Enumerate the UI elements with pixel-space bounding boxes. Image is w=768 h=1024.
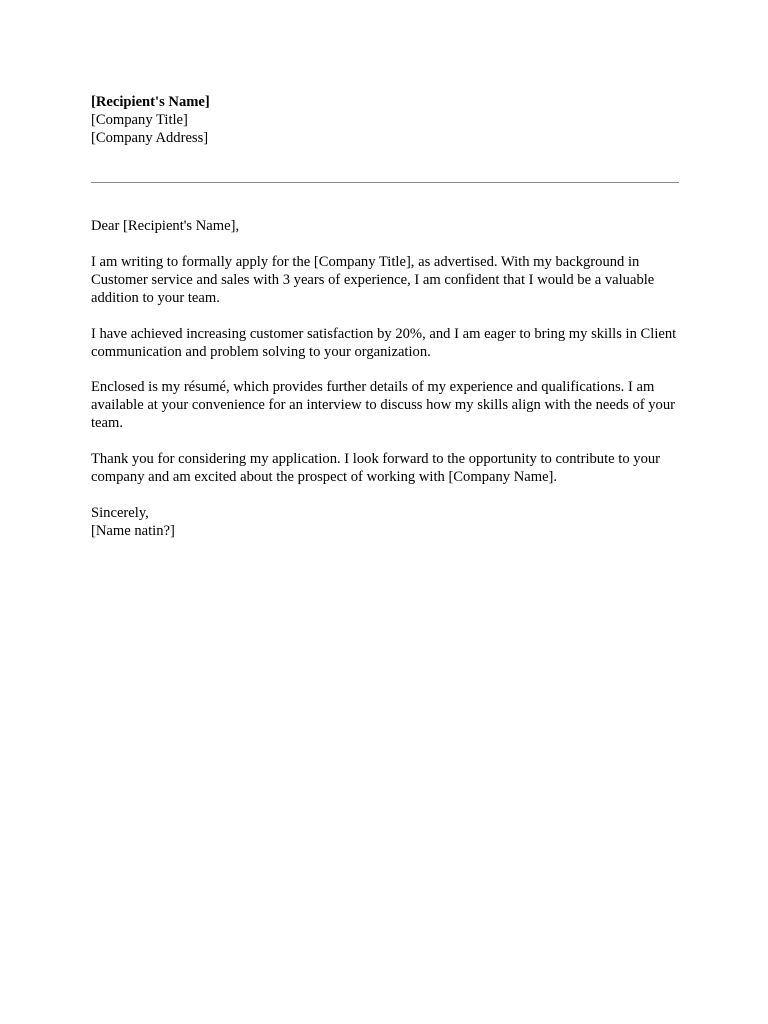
closing-salutation: Sincerely,: [91, 504, 149, 521]
recipient-company-title: [Company Title]: [91, 111, 188, 128]
greeting: Dear [Recipient's Name],: [91, 218, 240, 234]
horizontal-divider: [91, 182, 679, 183]
recipient-block: [91, 94, 681, 148]
paragraph-resume: Enclosed is my résumé, which provides further details of my experience and qualifications. I am available at your convenience for an interview to discuss how my skills align with the needs of your team.: [91, 379, 676, 432]
recipient-name: [Recipient's Name]: [91, 94, 210, 110]
letter-body: [91, 218, 683, 541]
recipient-company-address: [Company Address]: [91, 129, 209, 146]
paragraph-intro: I am writing to formally apply for the [Company Title], as advertised. With my background in Customer service and sales with 3 years of experience, I am confident that I would be a valuable addition to your team.: [91, 253, 655, 306]
paragraph-achievements: I have achieved increasing customer satisfaction by 20%, and I am eager to bring my skills in Client communication and problem solving to your organization.: [91, 325, 677, 360]
paragraph-thanks: Thank you for considering my application. I look forward to the opportunity to contribute to your company and am excited about the prospect of working with [Company Name].: [91, 451, 661, 486]
closing-block: [91, 505, 683, 541]
signature-name: [Name natin?]: [91, 522, 175, 539]
